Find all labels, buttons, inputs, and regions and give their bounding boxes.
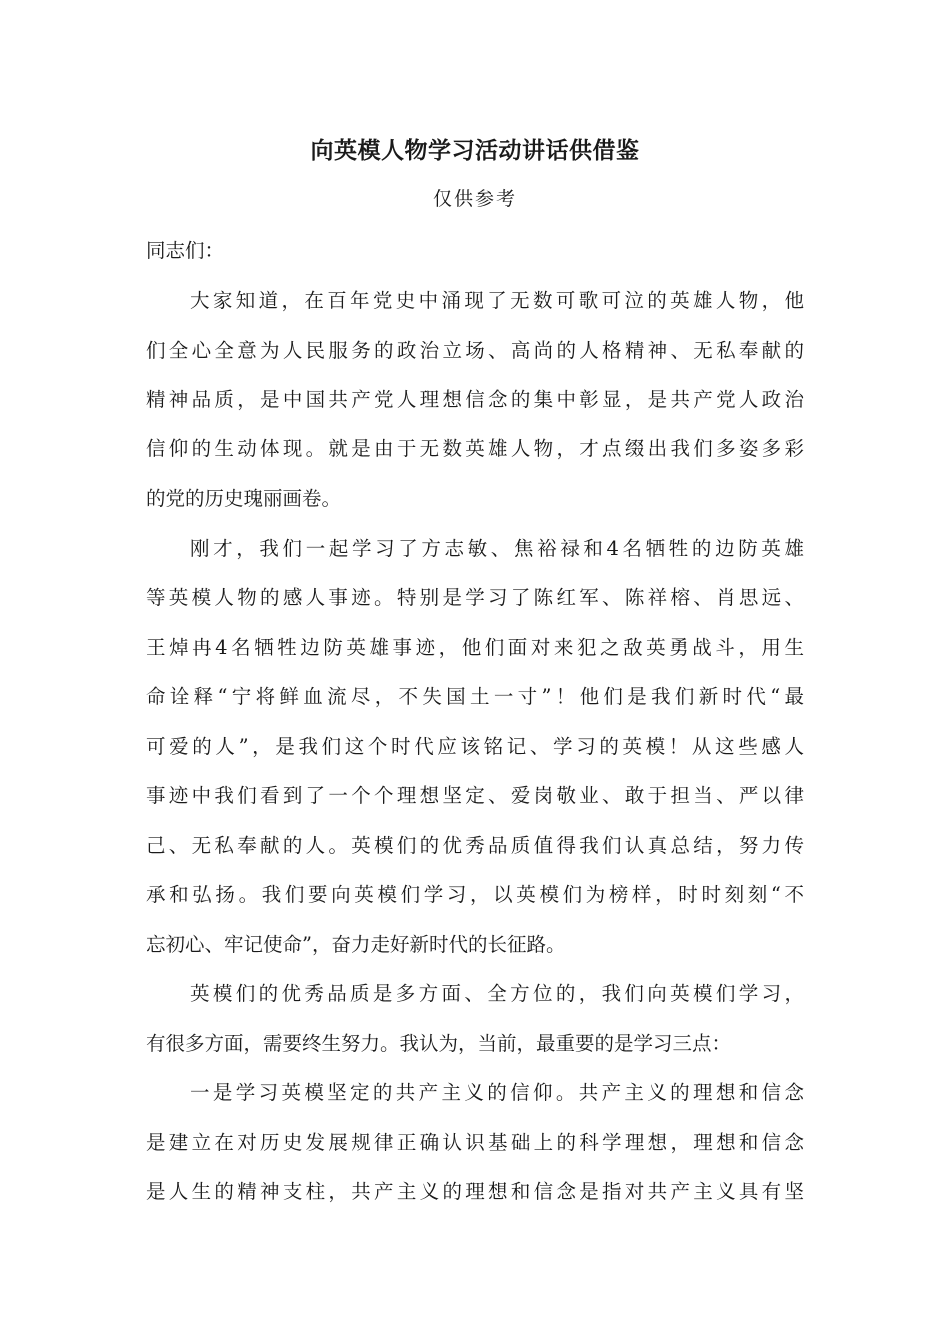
body-line: 大家知道，在百年党史中涌现了无数可歌可泣的英雄人物，他 [190, 289, 804, 312]
body-line: 信仰的生动体现。就是由于无数英雄人物，才点缀出我们多姿多彩 [146, 437, 804, 460]
body-line: 己、无私奉献的人。英模们的优秀品质值得我们认真总结，努力传 [146, 834, 804, 857]
body-line: 英模们的优秀品质是多方面、全方位的，我们向英模们学习， [190, 982, 804, 1005]
body-line: 是人生的精神支柱，共产主义的理想和信念是指对共产主义具有坚 [146, 1180, 804, 1203]
body-line: 精神品质，是中国共产党人理想信念的集中彰显，是共产党人政治 [146, 388, 804, 411]
body-line: 事迹中我们看到了一个个理想坚定、爱岗敬业、敢于担当、严以律 [146, 784, 804, 807]
salutation: 同志们： [146, 239, 225, 262]
document-subtitle: 仅供参考 [432, 188, 517, 210]
body-line: 有很多方面，需要终生努力。我认为，当前，最重要的是学习三点： [146, 1032, 732, 1055]
body-line: 们全心全意为人民服务的政治立场、高尚的人格精神、无私奉献的 [146, 339, 804, 362]
body-line: 是建立在对历史发展规律正确认识基础上的科学理想，理想和信念 [146, 1131, 804, 1154]
body-line: 可爱的人”，是我们这个时代应该铭记、学习的英模！从这些感人 [146, 735, 804, 758]
body-line: 忘初心、牢记使命”，奋力走好新时代的长征路。 [146, 933, 566, 956]
body-line: 刚才，我们一起学习了方志敏、焦裕禄和4名牺牲的边防英雄 [190, 537, 804, 560]
body-line: 的党的历史瑰丽画卷。 [146, 487, 342, 510]
body-line: 一是学习英模坚定的共产主义的信仰。共产主义的理想和信念 [190, 1081, 804, 1104]
body-line: 命诠释“宁将鲜血流尽，不失国土一寸”！他们是我们新时代“最 [146, 685, 804, 708]
document-title: 向英模人物学习活动讲话供借鉴 [310, 138, 640, 164]
body-line: 王焯冉4名牺牲边防英雄事迹，他们面对来犯之敌英勇战斗，用生 [146, 636, 804, 659]
body-line: 承和弘扬。我们要向英模们学习，以英模们为榜样，时时刻刻“不 [146, 883, 804, 906]
body-line: 等英模人物的感人事迹。特别是学习了陈红军、陈祥榕、肖思远、 [146, 586, 804, 609]
